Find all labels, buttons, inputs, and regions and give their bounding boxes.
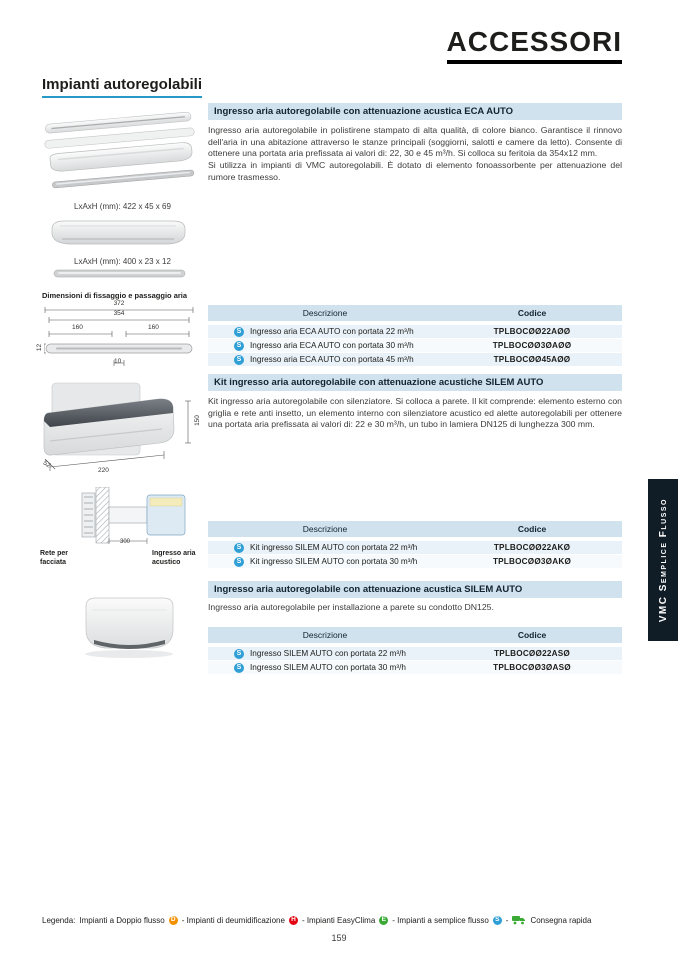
row-code: TPLBOCØØ22AKØ bbox=[493, 543, 571, 552]
paragraph: Ingresso aria autoregolabile per installazione a parete su condotto DN125. bbox=[208, 602, 494, 612]
legend-label-easyclima: - Impianti EasyClima bbox=[301, 915, 376, 925]
row-description: Kit ingresso SILEM AUTO con portata 30 m³/h bbox=[250, 557, 418, 566]
section-body-silem bbox=[208, 602, 622, 614]
single-flow-badge: S bbox=[234, 341, 244, 351]
side-tab-label: VMC Semplice Flusso bbox=[657, 497, 669, 623]
legend-label-double-flow: Impianti a Doppio flusso bbox=[79, 915, 165, 925]
legend-label-single-flow: - Impianti a semplice flusso bbox=[392, 915, 489, 925]
drawing-title: Dimensioni di fissaggio e passaggio aria bbox=[42, 291, 188, 300]
dim-label-300: 300 bbox=[120, 539, 131, 545]
product-photo-eca-exploded bbox=[42, 110, 200, 202]
legend-label-delivery: Consegna rapida bbox=[530, 915, 592, 925]
double-flow-badge: D bbox=[169, 916, 178, 925]
eca-auto-table bbox=[208, 305, 622, 367]
single-flow-badge: S bbox=[234, 327, 244, 337]
row-code: TPLBOCØØ22ASØ bbox=[494, 649, 570, 658]
installation-diagram bbox=[66, 487, 191, 549]
dim-label-160-left: 160 bbox=[72, 324, 83, 331]
row-code: TPLBOCØØ3ØASØ bbox=[493, 663, 571, 672]
easyclima-badge: E bbox=[379, 916, 388, 925]
single-flow-badge: S bbox=[234, 649, 244, 659]
table-row bbox=[208, 555, 622, 568]
row-description: Ingresso aria ECA AUTO con portata 22 m³/h bbox=[250, 327, 414, 336]
section-header-kit-silem: Kit ingresso aria autoregolabile con attenuazione acustiche SILEM AUTO bbox=[208, 374, 622, 391]
page-title: ACCESSORI bbox=[447, 26, 622, 64]
paragraph: Kit ingresso aria autoregolabile con silenziatore. Si colloca a parete. Il kit comprende: elemento esterno con griglia e rete anti insetto, un elemento interno con silenziatore acustico ed alette autoregolabili per ottenere una portata aria prefissata ai valori di: 22 e 30 m³/h, un tubo in lamiera DN125 di lunghezza 300 mm. bbox=[208, 396, 622, 430]
dim-label-160-right: 160 bbox=[148, 324, 159, 331]
single-flow-badge: S bbox=[234, 543, 244, 553]
legend bbox=[42, 915, 591, 925]
dim-label-52: 52 bbox=[41, 459, 52, 470]
product-photo-eca-strip bbox=[52, 267, 187, 281]
table-row bbox=[208, 647, 622, 660]
table-header bbox=[208, 521, 622, 537]
technical-drawing bbox=[36, 300, 194, 374]
row-code: TPLBOCØØ3ØAØØ bbox=[492, 341, 572, 350]
single-flow-badge: S bbox=[234, 355, 244, 365]
row-code: TPLBOCØØ3ØAKØ bbox=[492, 557, 572, 566]
vent-parts-image bbox=[42, 110, 200, 202]
table-row bbox=[208, 661, 622, 674]
row-code: TPLBOCØØ45AØØ bbox=[493, 355, 571, 364]
side-tab-vmc-semplice-flusso bbox=[648, 479, 678, 641]
paragraph: Si utilizza in impianti di VMC autoregolabili. È dotato di elemento fonoassorbente per attenuazione del rumore trasmesso. bbox=[208, 160, 622, 182]
single-flow-badge: S bbox=[493, 916, 502, 925]
section-header-silem: Ingresso aria autoregolabile con attenuazione acustica SILEM AUTO bbox=[208, 581, 622, 598]
row-description: Ingresso SILEM AUTO con portata 30 m³/h bbox=[250, 663, 406, 672]
table-row bbox=[208, 339, 622, 352]
product-photo-kit-silem bbox=[42, 379, 200, 479]
table-header bbox=[208, 627, 622, 643]
product-photo-eca-vent bbox=[46, 213, 191, 253]
column-header-descrizione: Descrizione bbox=[302, 524, 348, 534]
row-description: Ingresso SILEM AUTO con portata 22 m³/h bbox=[250, 649, 406, 658]
legend-separator: - bbox=[505, 915, 509, 925]
row-description: Ingresso aria ECA AUTO con portata 30 m³/h bbox=[250, 341, 414, 350]
single-flow-badge: S bbox=[234, 663, 244, 673]
column-header-codice: Codice bbox=[517, 524, 547, 534]
legend-prefix: Legenda: bbox=[42, 915, 76, 925]
table-row bbox=[208, 541, 622, 554]
row-code: TPLBOCØØ22AØØ bbox=[493, 327, 571, 336]
dim-label-150: 150 bbox=[194, 415, 202, 426]
strip-image bbox=[52, 267, 187, 281]
column-header-codice: Codice bbox=[517, 630, 547, 640]
row-description: Ingresso aria ECA AUTO con portata 45 m³/h bbox=[250, 355, 414, 364]
single-flow-badge: S bbox=[234, 557, 244, 567]
wall-grille-image bbox=[72, 590, 187, 662]
section-body-eca-auto bbox=[208, 125, 622, 184]
dim-label-10: 10 bbox=[114, 358, 122, 365]
dim-label-12: 12 bbox=[36, 343, 44, 352]
table-row bbox=[208, 353, 622, 366]
truck-icon bbox=[512, 915, 526, 925]
product-photo-silem bbox=[72, 590, 187, 662]
dim-label-354: 354 bbox=[113, 310, 125, 317]
legend-label-dehumidification: - Impianti di deumidificazione bbox=[181, 915, 285, 925]
wall-unit-image bbox=[42, 379, 200, 479]
dim-label-372: 372 bbox=[113, 300, 125, 307]
row-description: Kit ingresso SILEM AUTO con portata 22 m³/h bbox=[250, 543, 418, 552]
dehumidification-badge: H bbox=[289, 916, 298, 925]
dimension-caption: LxAxH (mm): 400 x 23 x 12 bbox=[74, 257, 171, 266]
column-header-descrizione: Descrizione bbox=[302, 630, 348, 640]
label-acoustic-inlet: Ingresso aria acustico bbox=[152, 550, 196, 566]
table-row bbox=[208, 325, 622, 338]
category-title: Impianti autoregolabili bbox=[42, 76, 202, 98]
label-facade-mesh: Rete per facciata bbox=[40, 550, 69, 566]
page-number: 159 bbox=[331, 933, 347, 943]
vent-image bbox=[46, 213, 191, 253]
paragraph: Ingresso aria autoregolabile in polistirene stampato di alta qualità, di colore bianco. Garantisce il rinnovo dell'aria in una abitazione attraverso le stanze principali (soggiorni, salotti e camere da letto). Consente di ottenere una portata aria prefissata ai valori di: 22, 30 e 45 m³/h. Si colloca su feritoia da 354x12 mm. bbox=[208, 125, 622, 159]
silem-table bbox=[208, 627, 622, 675]
dimension-caption: LxAxH (mm): 422 x 45 x 69 bbox=[74, 202, 171, 211]
section-header-eca-auto: Ingresso aria autoregolabile con attenuazione acustica ECA AUTO bbox=[208, 103, 622, 120]
kit-silem-table bbox=[208, 521, 622, 569]
section-body-kit-silem bbox=[208, 396, 622, 431]
column-header-descrizione: Descrizione bbox=[302, 308, 348, 318]
column-header-codice: Codice bbox=[517, 308, 547, 318]
table-header bbox=[208, 305, 622, 321]
dim-label-220: 220 bbox=[98, 467, 109, 474]
